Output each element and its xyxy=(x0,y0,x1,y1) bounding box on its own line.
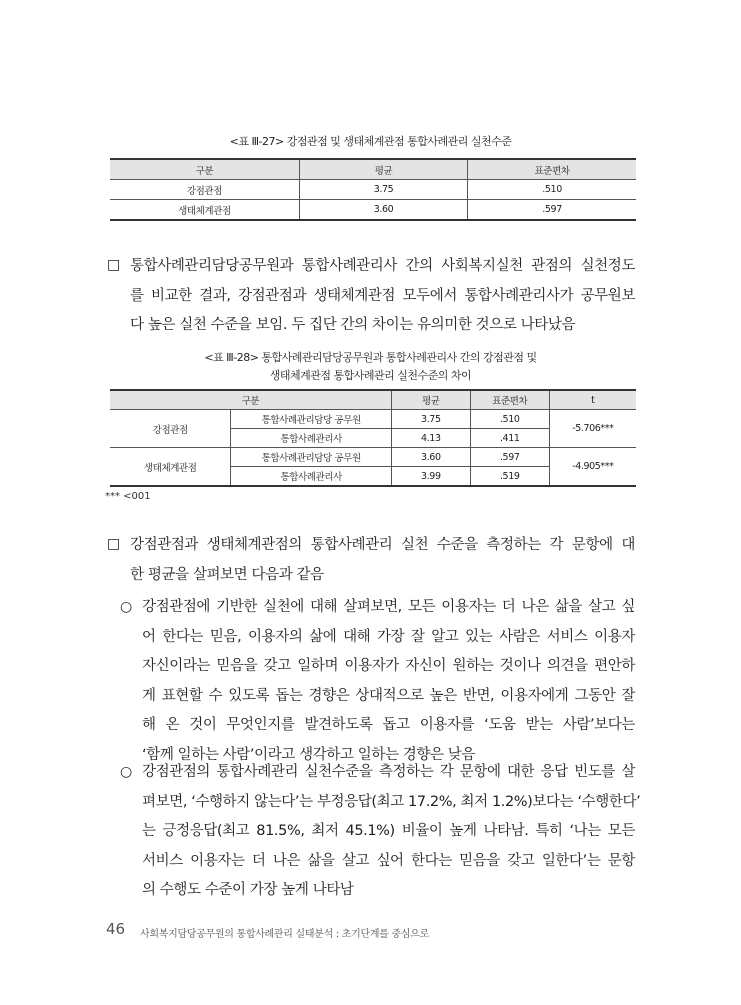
paragraph-response-frequency xyxy=(142,758,641,906)
cell-sd: .597 xyxy=(468,200,636,221)
page-number: 46 xyxy=(106,920,126,938)
square-bullet-icon: □ xyxy=(107,257,121,273)
text-line: 의 수행도 수준이 가장 높게 나타남 xyxy=(142,882,354,898)
cell-sd: .510 xyxy=(470,410,549,429)
table-28 xyxy=(110,389,636,487)
cell-mean: 3.75 xyxy=(391,410,470,429)
cell-group-member: 통합사례관리담당 공무원 xyxy=(231,448,391,467)
header-sd: 표준편차 xyxy=(468,159,636,180)
cell-group-member: 통합사례관리담당 공무원 xyxy=(231,410,391,429)
text-line: 자신이라는 믿음을 갖고 일하며 이용자가 자신이 원하는 것이나 의견을 편안하 xyxy=(142,658,635,674)
header-sd: 표준편차 xyxy=(470,390,549,410)
table-28-caption-line2: 생태체계관점 통합사례관리 실천수준의 차이 xyxy=(269,369,472,382)
table-28-caption-line1: <표 Ⅲ-28> 통합사례관리담당공무원과 통합사례관리사 간의 강점관점 및 xyxy=(204,351,537,364)
group-label: 생태체계관점 xyxy=(110,448,231,487)
table-row xyxy=(110,448,636,467)
text-line: 어 한다는 믿음, 이용자의 삶에 대해 가장 잘 알고 있는 사람은 서비스 이용자 xyxy=(142,628,635,645)
text-line: 강점관점의 통합사례관리 실천수준을 측정하는 각 문항에 대한 응답 빈도를 살 xyxy=(142,764,635,780)
cell-mean: 4.13 xyxy=(391,429,470,448)
cell-sd: .519 xyxy=(470,467,549,487)
square-bullet-icon: □ xyxy=(107,536,121,552)
text-line: 를 비교한 결과, 강점관점과 생태체계관점 모두에서 통합사례관리사가 공무원보 xyxy=(130,287,635,304)
table-27 xyxy=(110,158,636,221)
paragraph-average-overview xyxy=(130,531,635,590)
paragraph-comparison xyxy=(130,252,635,341)
paragraph-strength-practice xyxy=(142,593,635,770)
cell-t-value: -5.706*** xyxy=(549,410,636,448)
cell-mean: 3.75 xyxy=(299,180,467,200)
header-t: t xyxy=(549,390,636,410)
cell-category: 생태체계관점 xyxy=(110,200,299,221)
text-line: 강점관점과 생태체계관점의 통합사례관리 실천 수준을 측정하는 각 문항에 대 xyxy=(130,537,635,553)
header-category: 구분 xyxy=(110,390,391,410)
table-header-row xyxy=(110,159,636,180)
circle-bullet-icon: ○ xyxy=(120,764,133,780)
cell-mean: 3.60 xyxy=(391,448,470,467)
cell-group-member: 통합사례관리사 xyxy=(231,467,391,487)
running-title: 사회복지담당공무원의 통합사례관리 실태분석 : 초기단계를 중심으로 xyxy=(140,929,429,940)
table-27-caption: <표 Ⅲ-27> 강점관점 및 생태체계관점 통합사례관리 실천수준 xyxy=(229,135,512,148)
group-label: 강점관점 xyxy=(110,410,231,448)
text-line: 강점관점에 기반한 실천에 대해 살펴보면, 모든 이용자는 더 나은 삶을 살고 싶 xyxy=(142,599,635,615)
cell-group-member: 통합사례관리사 xyxy=(231,429,391,448)
table-row xyxy=(110,410,636,429)
header-category: 구분 xyxy=(110,159,299,180)
text-line: 해 온 것이 무엇인지를 발견하도록 돕고 이용자를 ‘도움 받는 사람’보다는 xyxy=(142,717,635,733)
cell-sd: .597 xyxy=(470,448,549,467)
cell-sd: .411 xyxy=(470,429,549,448)
table-header-row xyxy=(110,390,636,410)
header-mean: 평균 xyxy=(391,390,470,410)
table-28-note: *** <001 xyxy=(105,491,151,502)
cell-t-value: -4.905*** xyxy=(549,448,636,487)
cell-sd: .510 xyxy=(468,180,636,200)
text-line: 펴보면, ‘수행하지 않는다’는 부정응답(최고 17.2%, 최저 1.2%)보다는 ‘수행한다’ xyxy=(142,793,641,810)
table-row xyxy=(110,180,636,200)
text-line: 는 긍정응답(최고 81.5%, 최저 45.1%) 비율이 높게 나타남. 특히 ‘나는 모든 xyxy=(142,823,635,839)
text-line: 다 높은 실천 수준을 보임. 두 집단 간의 차이는 유의미한 것으로 나타났음 xyxy=(130,317,576,333)
table-row xyxy=(110,200,636,221)
cell-category: 강점관점 xyxy=(110,180,299,200)
text-line: 게 표현할 수 있도록 돕는 경향은 상대적으로 높은 반면, 이용자에게 그동안 잘 xyxy=(142,687,635,704)
cell-mean: 3.99 xyxy=(391,467,470,487)
circle-bullet-icon: ○ xyxy=(120,599,133,615)
cell-mean: 3.60 xyxy=(299,200,467,221)
header-mean: 평균 xyxy=(299,159,467,180)
text-line: 통합사례관리담당공무원과 통합사례관리사 간의 사회복지실천 관점의 실천정도 xyxy=(130,258,635,274)
text-line: ‘함께 일하는 사람’이라고 생각하고 일하는 경향은 낮음 xyxy=(142,746,476,763)
text-line: 서비스 이용자는 더 나은 삶을 살고 싶어 한다는 믿음을 갖고 일한다’는 문항 xyxy=(142,852,635,869)
text-line: 한 평균을 살펴보면 다음과 같음 xyxy=(130,566,324,583)
